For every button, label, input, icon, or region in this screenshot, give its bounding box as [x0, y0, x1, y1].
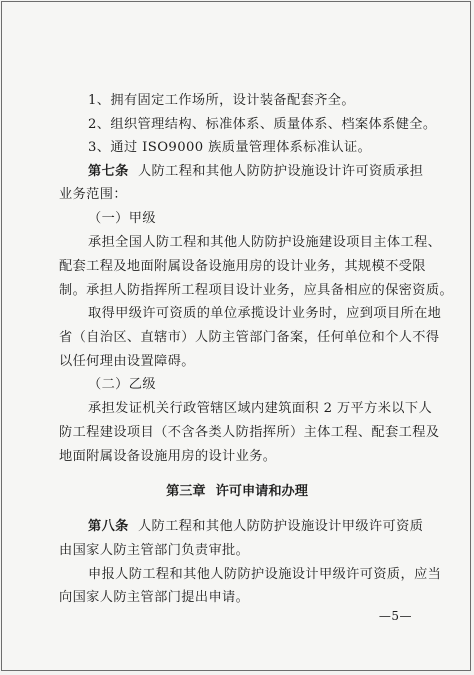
grade-b-title: （二）乙级 — [88, 377, 156, 392]
article-8-p2-line-1: 申报人防工程和其他人防防护设施设计甲级许可资质，应当 — [88, 567, 442, 582]
article-8-line-2: 由国家人防主管部门负责审批。 — [59, 543, 250, 558]
document-page — [1, 1, 471, 671]
condition-3: 3、通过 ISO9000 族质量管理体系标准认证。 — [88, 140, 372, 155]
article-8-text: 人防工程和其他人防防护设施设计甲级许可资质 — [137, 519, 424, 534]
grade-a-p2-line-1: 取得甲级许可资质的单位承揽设计业务时，应到项目所在地 — [88, 306, 442, 321]
article-8-line-1 — [88, 518, 430, 536]
chapter-title: 许可申请和办理 — [215, 484, 308, 499]
grade-a-p1-line-3: 制。承担人防指挥所工程项目设计业务，应具备相应的保密资质。 — [59, 283, 454, 298]
article-7-line-2: 业务范围： — [59, 187, 127, 202]
article-8-label: 第八条 — [88, 519, 129, 534]
article-7-label: 第七条 — [88, 164, 129, 179]
grade-a-p1-line-1: 承担全国人防工程和其他人防防护设施建设项目主体工程、 — [88, 235, 442, 250]
article-8-p2-line-2: 向国家人防主管部门提出申请。 — [59, 590, 250, 605]
article-7-text: 人防工程和其他人防防护设施设计许可资质承担 — [137, 164, 424, 179]
chapter-heading — [2, 483, 472, 501]
grade-a-p2-line-3: 以任何理由设置障碍。 — [59, 354, 195, 369]
grade-a-p2-line-2: 省（自治区、直辖市）人防主管部门备案，任何单位和个人不得 — [59, 330, 440, 345]
condition-1: 1、拥有固定工作场所，设计装备配套齐全。 — [88, 93, 355, 108]
grade-a-title: （一）甲级 — [88, 211, 156, 226]
grade-a-p1-line-2: 配套工程及地面附属设备设施用房的设计业务，其规模不受限 — [59, 259, 426, 274]
page-number: —5— — [378, 609, 412, 623]
grade-b-line-2: 防工程建设项目（不含各类人防指挥所）主体工程、配套工程及 — [59, 425, 440, 440]
grade-b-line-3: 地面附属设备设施用房的设计业务。 — [59, 449, 277, 464]
grade-b-line-1: 承担发证机关行政管辖区域内建筑面积 2 万平方米以下人 — [88, 401, 433, 416]
chapter-number: 第三章 — [166, 484, 206, 499]
condition-2: 2、组织管理结构、标准体系、质量体系、档案体系健全。 — [88, 117, 437, 132]
article-7-line-1 — [88, 163, 430, 181]
